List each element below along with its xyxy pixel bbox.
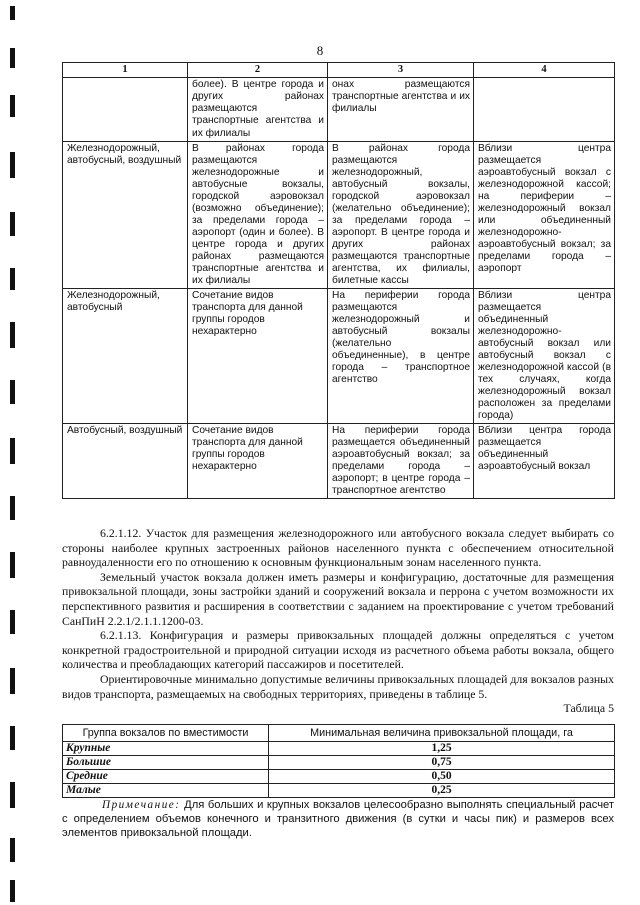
binding-mark — [10, 610, 15, 634]
binding-mark — [10, 668, 15, 694]
area-value: 0,50 — [269, 770, 615, 784]
station-group: Малые — [63, 784, 269, 798]
table-row — [63, 784, 615, 798]
table-cell: Железнодорожный, автобусный, воздушный — [63, 141, 188, 288]
table-cell: Вблизи центра города размещается объединенный аэроавтобусный вокзал — [474, 424, 615, 499]
table-cell: более). В центре города и других районах размещаются транспортные агентства и их филиалы — [188, 78, 328, 141]
table-row — [63, 756, 615, 770]
binding-mark — [10, 6, 15, 20]
note-text: Для больших и крупных вокзалов целесообразно выполнять специальный расчет с определением объемов конечного и транзитного движения (в сутки и часы пик) и размеров всех элементов привокзальной площади. — [62, 799, 615, 839]
table-cell — [63, 78, 188, 141]
paragraph: Ориентировочные минимально допустимые величины привокзальных площадей для вокзалов разных видов транспорта, размещаемых на свободных территориях, приведены в таблице 5. — [62, 671, 614, 701]
binding-mark — [10, 322, 15, 348]
table-cell: Сочетание видов транспорта для данной группы городов нехарактерно — [188, 288, 328, 423]
binding-mark — [10, 880, 15, 902]
station-group: Большие — [63, 756, 269, 770]
placement-table — [62, 62, 615, 499]
binding-mark — [10, 838, 15, 862]
binding-mark — [10, 726, 15, 750]
binding-mark — [10, 782, 15, 808]
table-row — [63, 424, 615, 499]
column-header: 4 — [474, 63, 615, 78]
table-cell: В районах города размещаются железнодорожные и автобусные вокзалы, городской аэровокзал (возможно объединение); за пределами города – аэропорт (один и более). В центре города и других районах размещаются транспортные агентства и их филиалы — [188, 141, 328, 288]
table-header-row — [63, 63, 615, 78]
paragraph: Земельный участок вокзала должен иметь размеры и конфигурацию, достаточные для размещения привокзальной площади, зоны застройки зданий и сооружений вокзала и перрона с учетом возможности их перспективного развития и расширения в соответствии с заданием на проектирование с учетом требований СанПиН 2.2.1/2.1.1.1200-03. — [62, 569, 614, 628]
area-value: 0,25 — [269, 784, 615, 798]
station-group: Крупные — [63, 742, 269, 756]
column-header: Группа вокзалов по вместимости — [63, 725, 269, 742]
body-text — [62, 526, 614, 716]
binding-mark — [10, 95, 15, 117]
table-cell: онах размещаются транспортные агентства и их филиалы — [328, 78, 474, 141]
binding-mark — [10, 552, 15, 578]
binding-mark — [10, 212, 15, 236]
table-cell: Автобусный, воздушный — [63, 424, 188, 499]
table-row — [63, 742, 615, 756]
column-header: 1 — [63, 63, 188, 78]
station-group: Средние — [63, 770, 269, 784]
table-cell: Вблизи центра размещается объединенный железнодорожно-автобусный вокзал или автобусный вокзал с железнодорожной кассой (в тех случаях, когда железнодорожный вокзал расположен за пределами города) — [474, 288, 615, 423]
paragraph: 6.2.1.13. Конфигурация и размеры привокзальных площадей должны определяться с учетом конкретной градостроительной и природной ситуации исходя из расчетного объема работы вокзала, общего количества и преобладающих категорий пассажиров и посетителей. — [62, 628, 614, 672]
binding-mark — [10, 438, 15, 464]
table-cell: В районах города размещаются железнодорожный, автобусный вокзалы, городской аэровокзал (желательно объединение); за пределами города – аэропорт. В центре города и других районах размещаются транспортные агентства, их филиалы, билетные кассы — [328, 141, 474, 288]
binding-mark — [10, 152, 15, 178]
area-value: 0,75 — [269, 756, 615, 770]
column-header: 2 — [188, 63, 328, 78]
note-label: Примечание: — [102, 799, 181, 811]
note — [62, 798, 614, 840]
binding-mark — [10, 380, 15, 404]
table-row — [63, 141, 615, 288]
table-cell: Железнодорожный, автобусный — [63, 288, 188, 423]
table-header-row — [63, 725, 615, 742]
table-cell: Вблизи центра размещается аэроавтобусный вокзал с железнодорожной кассой; на периферии – железнодорожный вокзал или объединенный железнодорожно-аэроавтобусный вокзал; за пределами города – аэропорт — [474, 141, 615, 288]
table-cell: Сочетание видов транспорта для данной группы городов нехарактерно — [188, 424, 328, 499]
station-area-table — [62, 724, 615, 798]
table-row — [63, 770, 615, 784]
binding-mark — [10, 496, 15, 520]
column-header: Минимальная величина привокзальной площади, га — [269, 725, 615, 742]
table-row — [63, 288, 615, 423]
page-number: 8 — [316, 43, 324, 58]
table-cell — [474, 78, 615, 141]
column-header: 3 — [328, 63, 474, 78]
binding-marks — [10, 0, 16, 905]
table-cell: На периферии города размещается объединенный аэроавтобусный вокзал; за пределами города – аэропорт; в центре города – транспортное агентство — [328, 424, 474, 499]
table-cell: На периферии города размещаются железнодорожный и автобусный вокзалы (желательно объединенные), в центре города – транспортное агентство — [328, 288, 474, 423]
table-row — [63, 78, 615, 141]
area-value: 1,25 — [269, 742, 615, 756]
table-caption: Таблица 5 — [563, 701, 614, 716]
paragraph: 6.2.1.12. Участок для размещения железнодорожного или автобусного вокзала следует выбирать со стороны наиболее крупных застроенных районов населенного пункта с обеспечением относительной равноудаленности его по отношению к основным функциональным зонам населенного пункта. — [62, 526, 614, 570]
binding-mark — [10, 268, 15, 290]
